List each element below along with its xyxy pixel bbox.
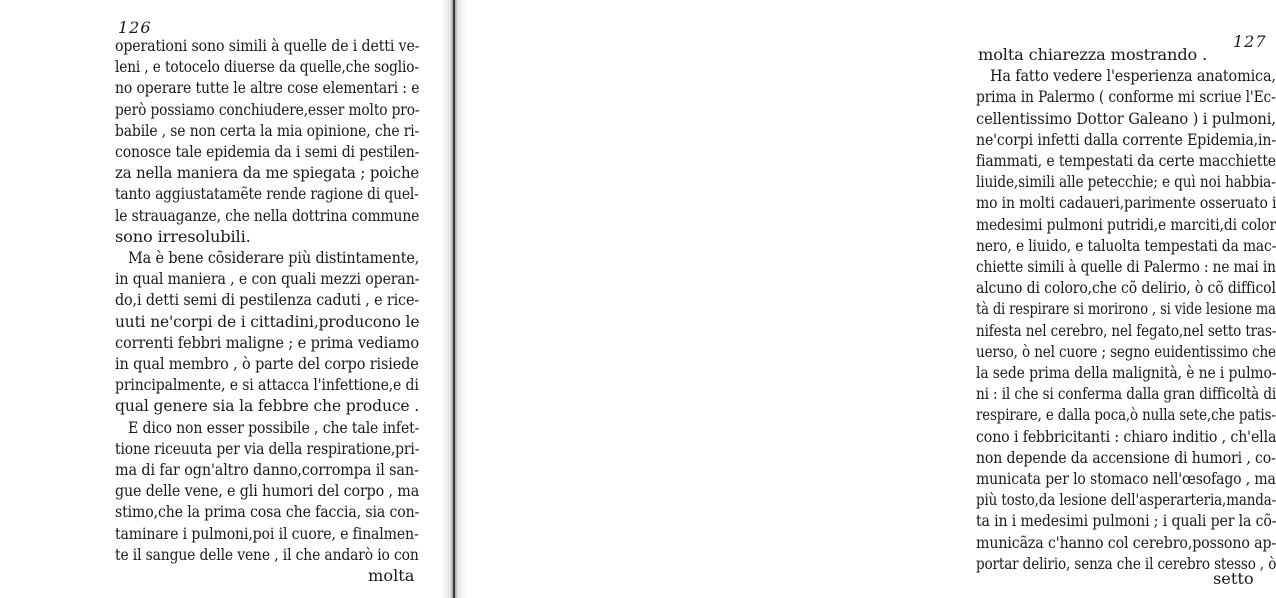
text-line: più tosto,da lesione dell'asperarteria,manda- — [976, 490, 1276, 510]
text-line: molta chiarezza mostrando . — [978, 45, 1208, 64]
text-line: però possiamo conchiudere,esser molto pro- — [115, 99, 420, 119]
text-line: portar delirio, senza che il cerebro stesso , ò — [976, 553, 1276, 573]
text-line: Ha fatto vedere l'esperienza anatomica, — [990, 66, 1276, 86]
text-line: la sede prima della malignità, è ne i pulmo- — [976, 363, 1276, 382]
text-line: tanto aggiustatamẽte rende ragione di quel- — [115, 184, 419, 204]
text-line: za nella maniera da me spiegata ; poiche — [115, 163, 420, 183]
text-line: ta in i medesimi pulmoni ; i quali per la cõ- — [976, 511, 1276, 531]
text-line: operationi sono simili à quelle de i detti ve- — [115, 36, 420, 55]
text-line: in qual maniera , e con quali mezzi operan- — [115, 269, 420, 289]
text-line: correnti febbri maligne ; e prima vediamo — [115, 332, 419, 352]
right-page-catchword: setto — [1213, 569, 1254, 588]
text-line: conosce tale epidemia da i semi di pestilen- — [115, 142, 420, 161]
text-line: do,i detti semi di pestilenza caduti , e rice- — [115, 290, 420, 310]
text-line: nero, e liuido, e taluolta tempestati da mac- — [976, 235, 1276, 255]
text-line: uerso, ò nel cuore ; segno euidentissimo che — [976, 341, 1276, 361]
text-line: tione riceuuta per via della respiratione,pri- — [115, 438, 420, 458]
text-line: Ma è bene cõsiderare più distintamente, — [128, 248, 420, 267]
right-page — [468, 0, 1276, 598]
text-line: ni : il che si conferma dalla gran difficoltà di — [976, 384, 1276, 404]
text-line: principalmente, e si attacca l'infettione,e di — [115, 375, 419, 395]
text-line: leni , e totocelo diuerse da quelle,che soglio- — [115, 57, 419, 77]
right-page-number: 127 — [1233, 32, 1267, 51]
text-line: medesimi pulmoni putridi,e marciti,di color — [976, 214, 1276, 234]
text-line: alcuno di coloro,che cõ delirio, ò cõ difficol — [976, 278, 1276, 298]
text-line: ne'corpi infetti dalla corrente Epidemia,in- — [976, 129, 1276, 149]
text-line: E dico non esser possibile , che tale infet- — [128, 417, 420, 437]
text-line: nifesta nel cerebro, nel fegato,nel setto tras- — [976, 320, 1276, 340]
text-line: gue delle vene, e gli humori del corpo , ma — [115, 481, 420, 501]
text-line: non depende da accensione di humori , co- — [976, 447, 1276, 467]
text-line: taminare i pulmoni,poi il cuore, e finalmen- — [115, 523, 419, 543]
text-line: cono i febbricitanti : chiaro inditio , ch'ella — [976, 426, 1276, 446]
text-line: mo in molti cadaueri,parimente osseruato i — [976, 193, 1276, 213]
text-line: respirare, e dalla poca,ò nulla sete,che patis- — [976, 405, 1276, 425]
text-line: prima in Palermo ( conforme mi scriue l'Ec- — [976, 87, 1276, 107]
book-gutter-fold — [453, 0, 455, 598]
text-line: qual genere sia la febbre che produce . — [115, 396, 420, 416]
text-line: in qual membro , ò parte del corpo risiede — [115, 354, 419, 373]
text-line: no operare tutte le altre cose elementari : e — [115, 78, 420, 98]
text-line: uuti ne'corpi de i cittadini,producono le — [115, 311, 420, 331]
text-line: tà di respirare si morirono , si vide lesione ma — [976, 299, 1276, 319]
text-line: stimo,che la prima cosa che faccia, sia con- — [115, 502, 420, 522]
text-line: fiammati, e tempestati da certe macchiette — [976, 151, 1276, 170]
text-line: ma di far ogn'altro danno,corrompa il san- — [115, 460, 419, 479]
text-line: te il sangue delle vene , il che andarò io con — [115, 544, 419, 564]
text-line: liuide,simili alle petecchie; e quì noi habbia- — [976, 172, 1276, 192]
left-page-number: 126 — [118, 18, 152, 37]
text-line: le strauaganze, che nella dottrina commune — [115, 205, 420, 225]
left-page-catchword: molta — [368, 566, 415, 585]
text-line: municata per lo stomaco nell'œsofago , ma — [976, 469, 1276, 488]
text-line: chiette simili à quelle di Palermo : ne mai in — [976, 257, 1276, 276]
text-line: sono irresolubili. — [115, 226, 251, 246]
text-line: municãza c'hanno col cerebro,possono ap- — [976, 532, 1276, 552]
text-line: cellentissimo Dottor Galeano ) i pulmoni, — [976, 108, 1276, 128]
text-line: babile , se non certa la mia opinione, che ri- — [115, 120, 420, 140]
left-page — [0, 0, 440, 598]
